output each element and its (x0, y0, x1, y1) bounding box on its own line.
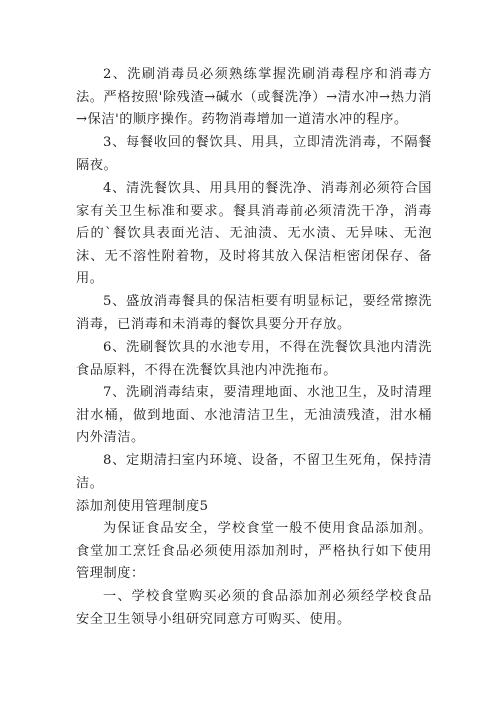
paragraph-rule-8: 8、定期清扫室内环境、设备，不留卫生死角，保持清洁。 (76, 453, 432, 491)
paragraph-rule-7: 7、洗刷消毒结束，要清理地面、水池卫生，及时清理泔水桶，做到地面、水池清洁卫生，无油渍残渣，泔水桶内外清洁。 (76, 385, 432, 446)
section-item-1: 一、学校食堂购买必须的食品添加剂必须经学校食品安全卫生领导小组研究同意方可购买、使用。 (76, 589, 432, 627)
paragraph-rule-4: 4、清洗餐饮具、用具用的餐洗净、消毒剂必须符合国家有关卫生标准和要求。餐具消毒前必须清洗干净，消毒后的`餐饮具表面光洁、无油渍、无水渍、无异味、无泡沫、无不溶性附着物，及时将其放入保洁柜密闭保存、备用。 (76, 181, 432, 287)
paragraph-rule-6: 6、洗刷餐饮具的水池专用，不得在洗餐饮具池内清洗食品原料，不得在洗餐饮具池内冲洗拖布。 (76, 340, 432, 378)
paragraph-rule-2: 2、洗刷消毒员必须熟练掌握洗刷消毒程序和消毒方法。严格按照'除残渣→碱水（或餐洗净）→清水冲→热力消→保洁'的顺序操作。药物消毒增加一道清水冲的程序。 (76, 67, 432, 128)
paragraph-rule-5: 5、盛放消毒餐具的保洁柜要有明显标记，要经常擦洗消毒，已消毒和未消毒的餐饮具要分开存放。 (76, 294, 432, 332)
paragraph-rule-3: 3、每餐收回的餐饮具、用具，立即清洗消毒，不隔餐隔夜。 (76, 135, 432, 173)
section-title: 添加剂使用管理制度5 (76, 499, 209, 514)
section-intro-paragraph: 为保证食品安全，学校食堂一般不使用食品添加剂。食堂加工烹饪食品必须使用添加剂时，严格执行如下使用管理制度： (76, 521, 432, 582)
